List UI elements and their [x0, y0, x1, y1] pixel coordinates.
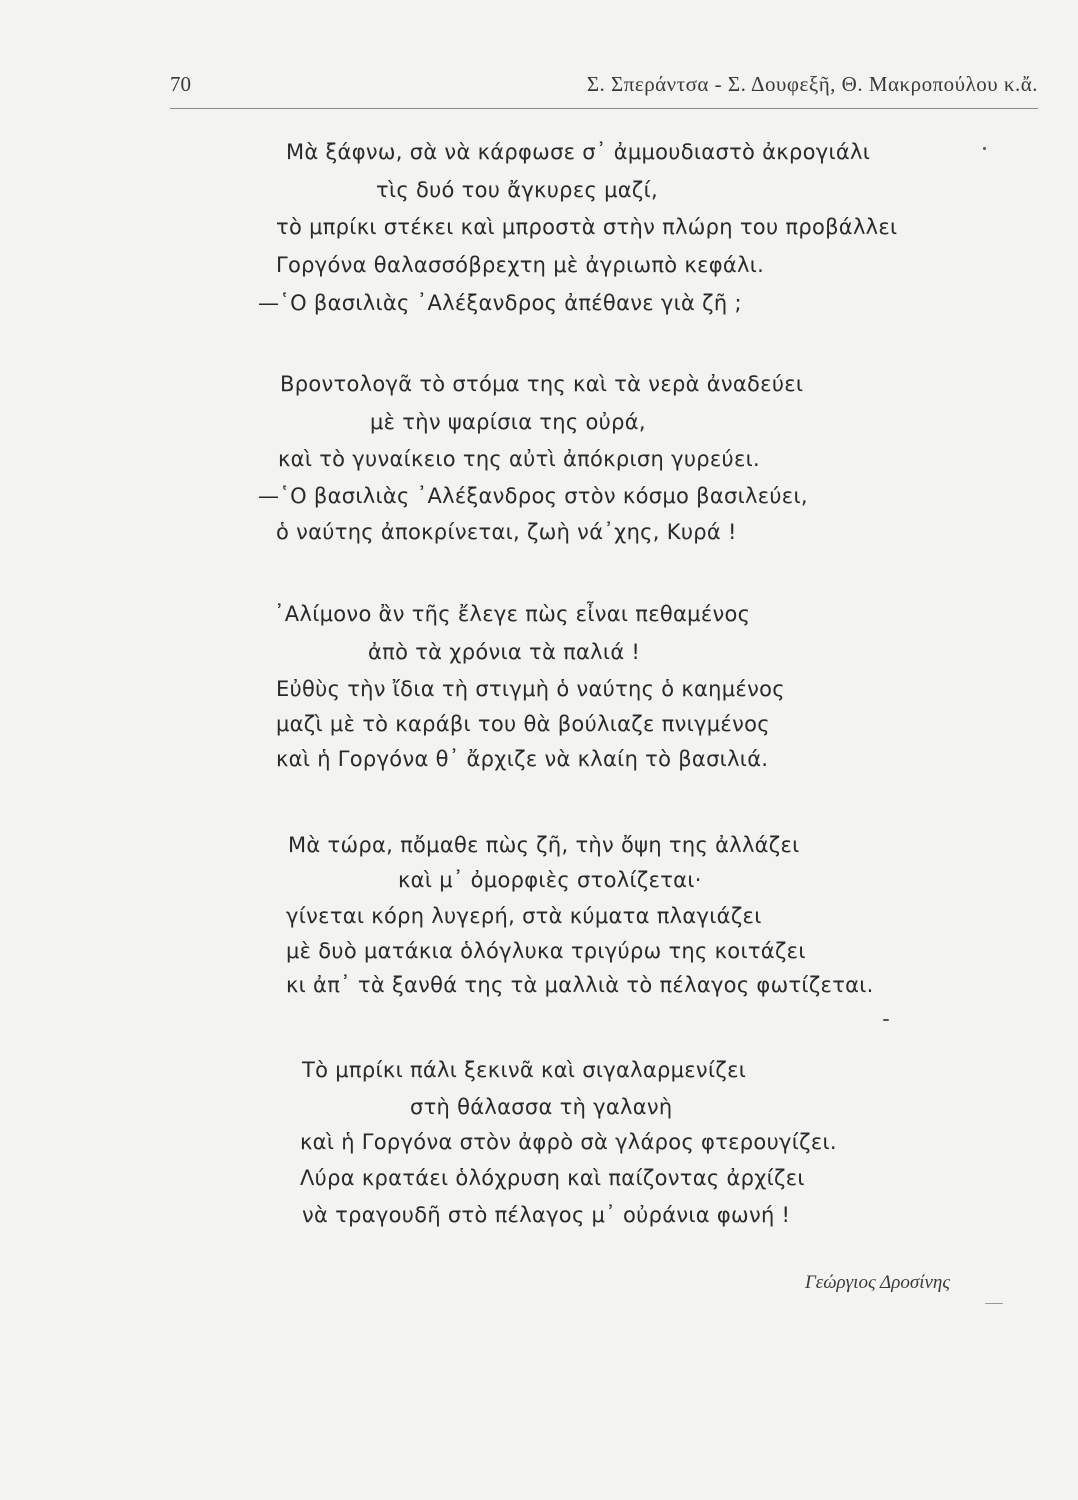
poem-line: καὶ ἡ Γοργόνα θ᾽ ἄρχιζε νὰ κλαίη τὸ βασιλιά.: [276, 747, 769, 771]
print-speck: [883, 1019, 889, 1021]
author-signature: Γεώργιος Δροσίνης: [805, 1272, 951, 1293]
poem-line: ἀπὸ τὰ χρόνια τὰ παλιά !: [368, 640, 641, 664]
poem-line: Βροντολογᾶ τὸ στόμα της καὶ τὰ νερὰ ἀναδεύει: [280, 372, 804, 396]
page-header: [170, 70, 1038, 102]
running-head: Σ. Σπεράντσα - Σ. Δουφεξῆ, Θ. Μακροπούλου κ.ἄ.: [586, 72, 1038, 96]
poem-line: Εὐθὺς τὴν ἴδια τὴ στιγμὴ ὁ ναύτης ὁ καημένος: [276, 677, 785, 701]
poem-line: καὶ τὸ γυναίκειο της αὐτὶ ἀπόκριση γυρεύει.: [278, 447, 761, 471]
poem-line: Τὸ μπρίκι πάλι ξεκινᾶ καὶ σιγαλαρμενίζει: [302, 1058, 747, 1082]
poem-line: καὶ μ᾽ ὀμορφιὲς στολίζεται·: [398, 868, 702, 892]
print-speck: [985, 1303, 1003, 1304]
poem-line: μαζὶ μὲ τὸ καράβι του θὰ βούλιαζε πνιγμένος: [276, 712, 770, 736]
poem-line: μὲ τὴν ψαρίσια της οὐρά,: [370, 410, 646, 434]
poem-line: τὸ μπρίκι στέκει καὶ μπροστὰ στὴν πλώρη του προβάλλει: [276, 215, 898, 239]
poem-line: —῾Ο βασιλιὰς ᾽Αλέξανδρος ἀπέθανε γιὰ ζῆ ;: [258, 291, 742, 315]
poem-line: τὶς δυό του ἄγκυρες μαζί,: [376, 178, 658, 202]
poem-line: ᾽Αλίμονο ἂν τῆς ἔλεγε πὼς εἶναι πεθαμένος: [274, 602, 751, 626]
poem-line: Μὰ τώρα, πὄμαθε πὼς ζῆ, τὴν ὄψη της ἀλλάζει: [288, 833, 800, 857]
poem-line: μὲ δυὸ ματάκια ὁλόγλυκα τριγύρω της κοιτάζει: [286, 939, 806, 963]
print-speck: [983, 147, 986, 150]
poem-line: κι ἀπ᾽ τὰ ξανθά της τὰ μαλλιὰ τὸ πέλαγος φωτίζεται.: [286, 973, 874, 997]
poem-line: καὶ ἡ Γοργόνα στὸν ἀφρὸ σὰ γλάρος φτερουγίζει.: [300, 1130, 837, 1154]
poem-line: νὰ τραγουδῆ στὸ πέλαγος μ᾽ οὐράνια φωνή !: [302, 1203, 791, 1227]
poem-line: Μὰ ξάφνω, σὰ νὰ κάρφωσε σ᾽ ἀμμουδιαστὸ ἀκρογιάλι: [286, 140, 871, 164]
poem-line: Λύρα κρατάει ὁλόχρυση καὶ παίζοντας ἀρχίζει: [300, 1166, 805, 1190]
poem-line: ὁ ναύτης ἀποκρίνεται, ζωὴ νά᾽χης, Κυρά !: [276, 520, 737, 544]
poem-line: στὴ θάλασσα τὴ γαλανὴ: [410, 1095, 673, 1119]
poem-line: Γοργόνα θαλασσόβρεχτη μὲ ἀγριωπὸ κεφάλι.: [276, 253, 765, 277]
poem-line: γίνεται κόρη λυγερή, στὰ κύματα πλαγιάζει: [286, 904, 762, 928]
poem-line: —῾Ο βασιλιὰς ᾽Αλέξανδρος στὸν κόσμο βασιλεύει,: [258, 484, 808, 508]
page-number: 70: [170, 72, 191, 96]
header-rule: [170, 108, 1038, 109]
